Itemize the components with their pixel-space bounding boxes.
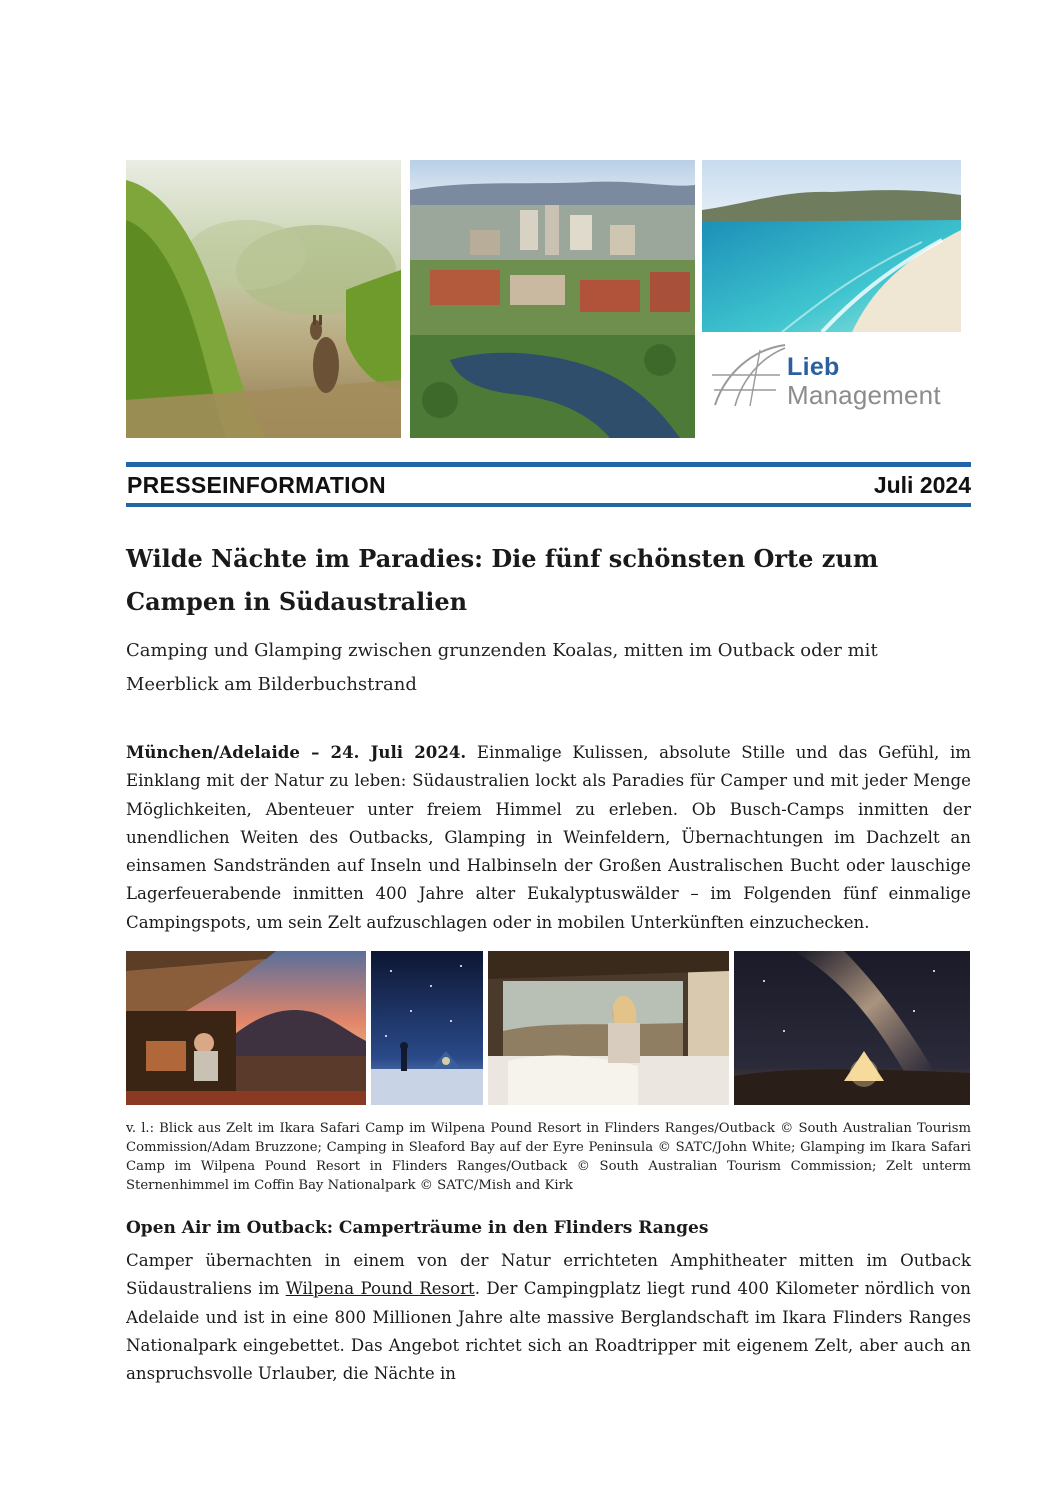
night-camping-photo	[371, 951, 483, 1105]
adelaide-city-aerial-photo	[410, 160, 695, 438]
article-subline: Camping und Glamping zwischen grunzenden Koalas, mitten im Outback oder mit Meerblick am Bilderbuchstrand	[126, 640, 878, 695]
section-text-start: Camper übernachten in einem von der Natur errichteten Amphitheater mitten im Outback Südaustraliens im	[126, 1251, 971, 1299]
logo-secondary-text: Management	[787, 380, 941, 410]
beach-coast-photo	[702, 160, 961, 332]
press-info-label: PRESSEINFORMATION	[127, 472, 386, 498]
section-heading: Open Air im Outback: Camperträume in den Flinders Ranges	[126, 1218, 709, 1238]
section-paragraph	[126, 1247, 971, 1388]
wilpena-pound-resort-link[interactable]: Wilpena Pound Resort	[285, 1279, 475, 1299]
article-headline: Wilde Nächte im Paradies: Die fünf schönsten Orte zum Campen in Südaustralien	[126, 544, 879, 616]
header-rule-top	[126, 462, 971, 467]
logo-primary-text: Lieb	[787, 353, 840, 381]
tent-milky-way-photo	[734, 951, 970, 1105]
glamping-tent-interior-photo	[488, 951, 729, 1105]
kangaroo-vineyard-photo	[126, 160, 401, 438]
lead-dateline: München/Adelaide – 24. Juli 2024.	[126, 742, 467, 762]
section-text-end: . Der Campingplatz liegt rund 400 Kilometer nördlich von Adelaide und ist in eine 800 Millionen Jahre alte massive Berglandschaft im Ikara Flinders Ranges Nationalpark eingebettet. Das Angebot richtet sich an Roadtripper mit eigenem Zelt, aber auch an anspruchsvolle Urlauber, die Nächte in	[126, 1279, 971, 1384]
lead-paragraph	[126, 738, 971, 937]
lieb-management-logo	[710, 340, 960, 420]
safari-tent-sunset-photo	[126, 951, 366, 1105]
header-rule-bottom	[126, 503, 971, 507]
press-date: Juli 2024	[873, 472, 971, 498]
photo-caption: v. l.: Blick aus Zelt im Ikara Safari Camp im Wilpena Pound Resort in Flinders Ranges/Outback © South Australian Tourism Commission/Adam Bruzzone; Camping in Sleaford Bay auf der Eyre Peninsula © SATC/John White; Glamping im Ikara Safari Camp im Wilpena Pound Resort in Flinders Ranges/Outback © South Australian Tourism Commission; Zelt unterm Sternenhimmel im Coffin Bay Nationalpark © SATC/Mish and Kirk	[126, 1121, 971, 1193]
lead-text: Einmalige Kulissen, absolute Stille und das Gefühl, im Einklang mit der Natur zu leben: Südaustralien lockt als Paradies für Camper und mit jeder Menge Möglichkeiten, Abenteuer unter freiem Himmel zu erleben. Ob Busch-Camps inmitten der unendlichen Weiten des Outbacks, Glamping in Weinfeldern, Übernachtungen im Dachzelt an einsamen Sandstränden auf Inseln und Halbinseln der Großen Australischen Bucht oder lauschige Lagerfeuerabende inmitten 400 Jahre alter Eukalyptuswälder – im Folgenden fünf einmalige Campingspots, um sein Zelt aufzuschlagen oder in mobilen Unterkünften einzuchecken.	[126, 743, 971, 932]
